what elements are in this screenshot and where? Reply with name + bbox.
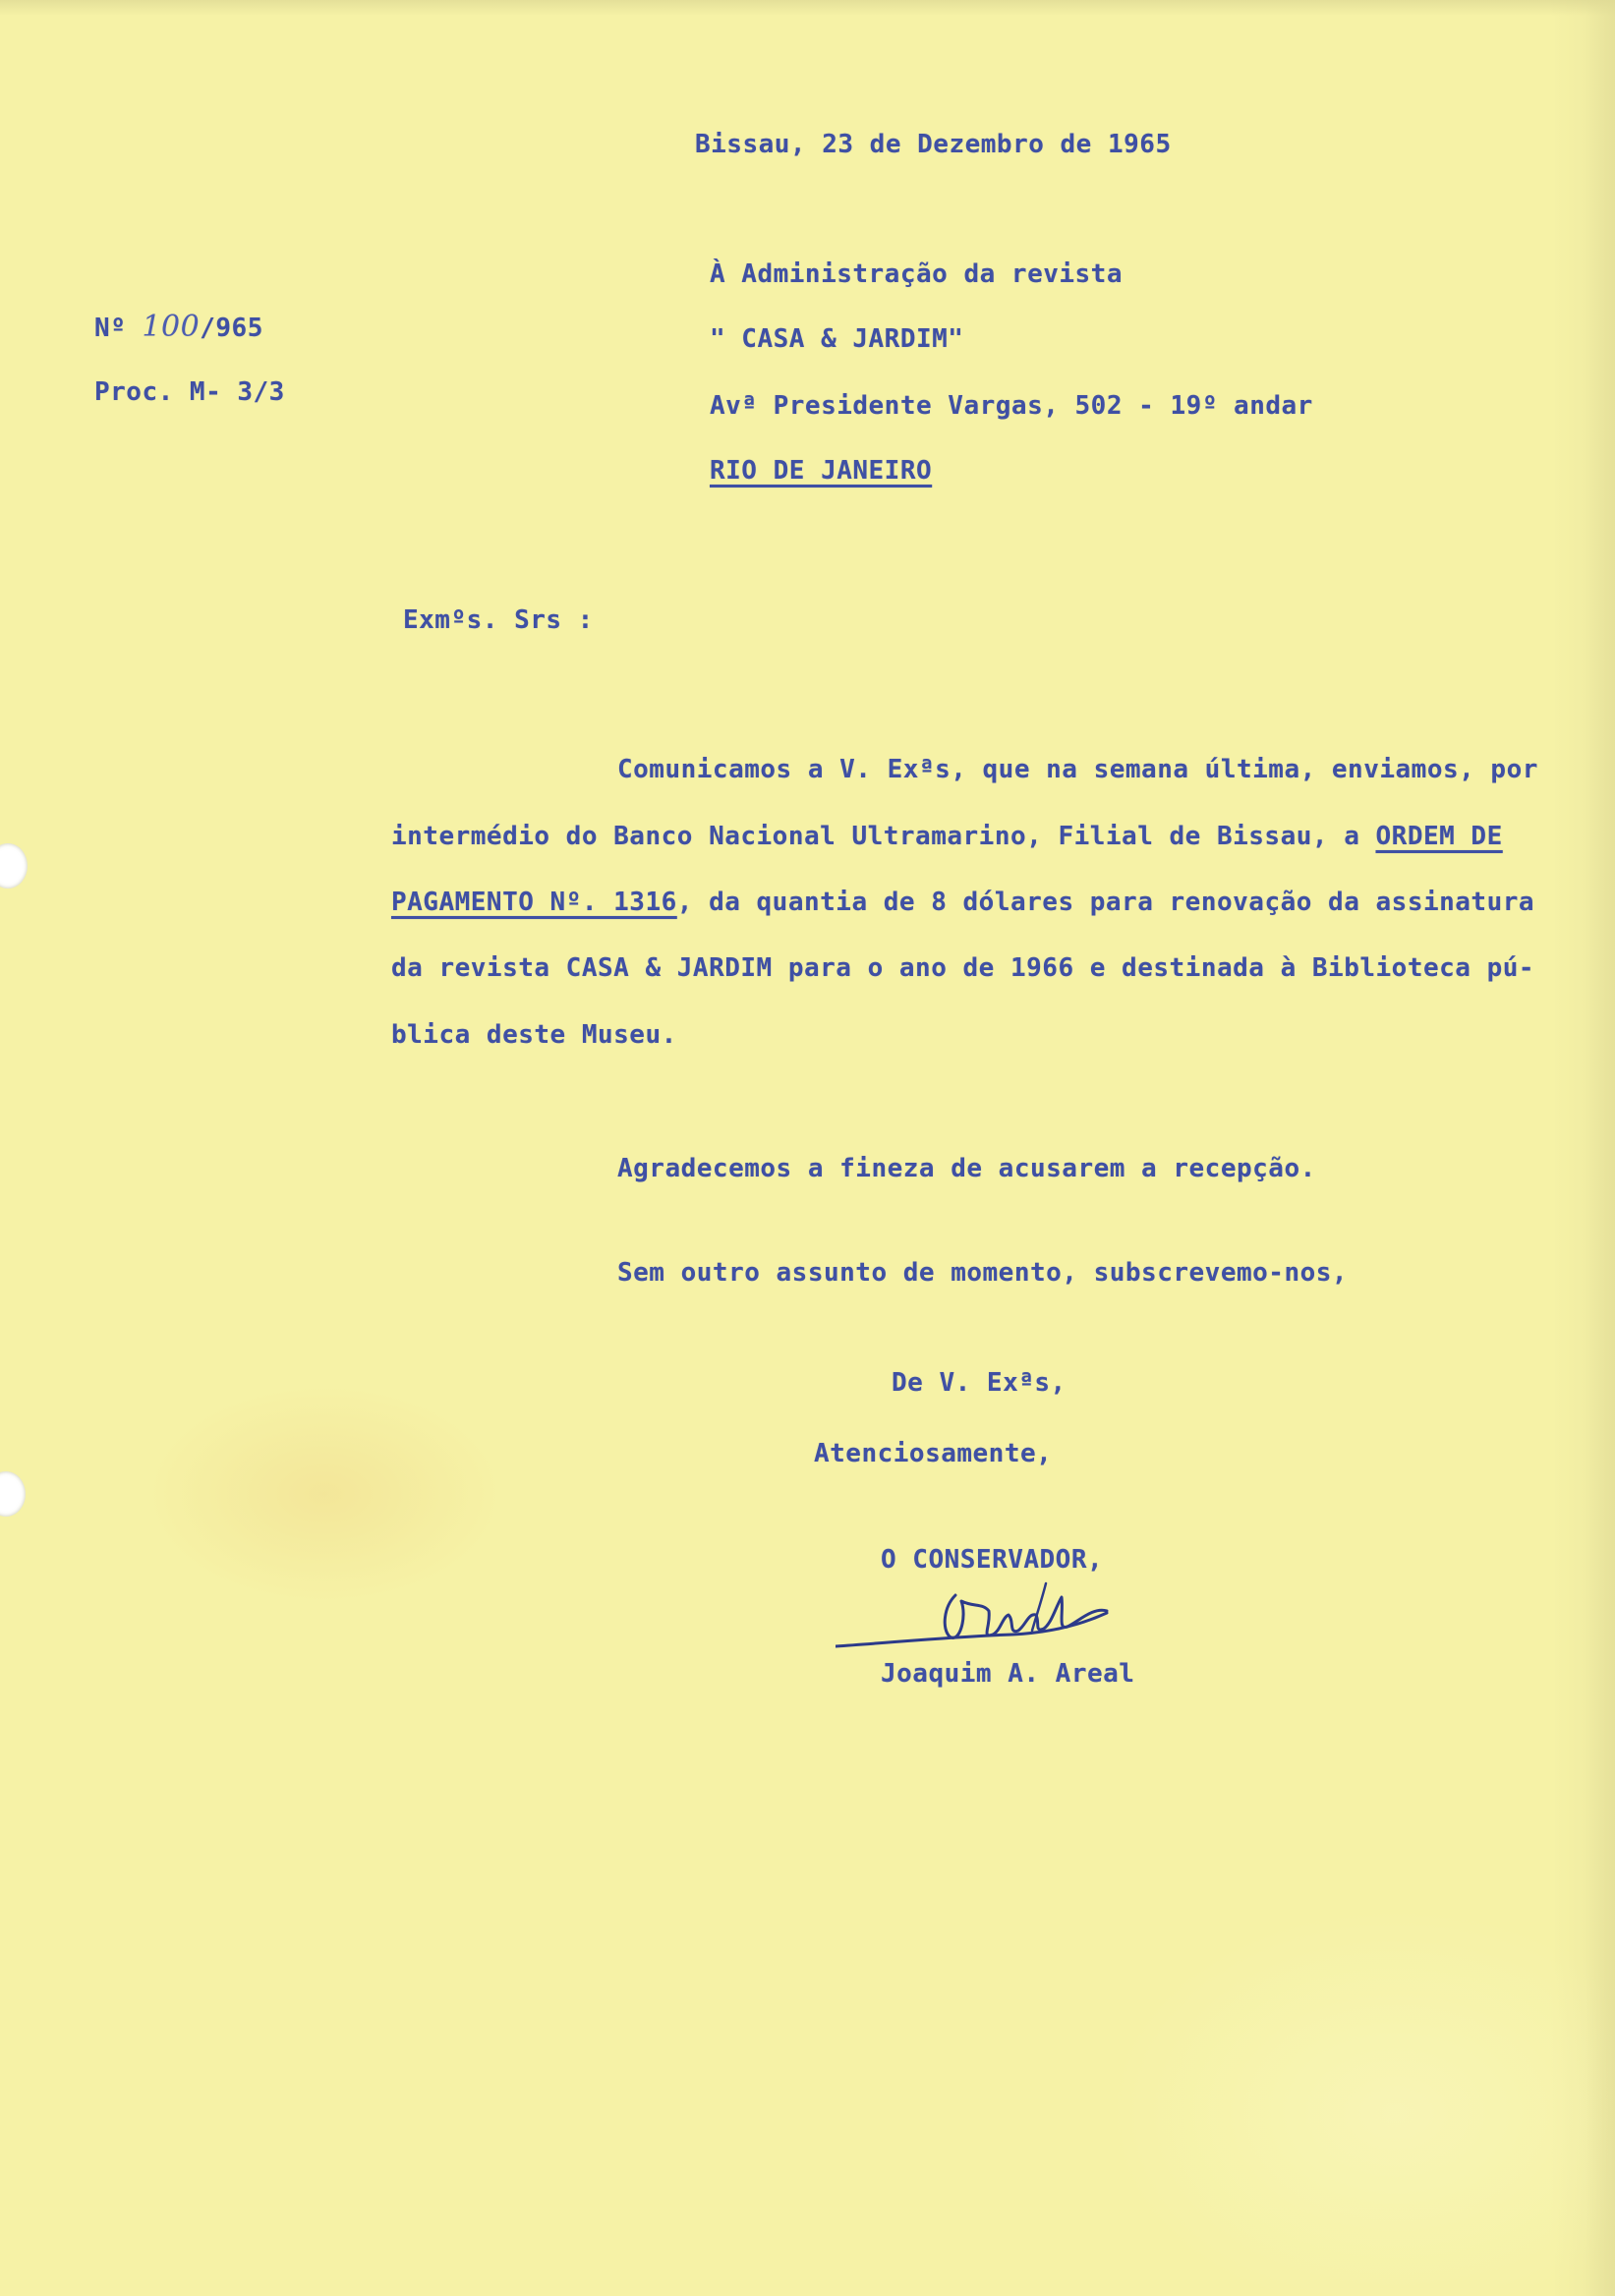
recipient-line-3: Avª Presidente Vargas, 502 - 19º andar <box>710 391 1313 421</box>
reference-number-suffix: /965 <box>200 314 263 343</box>
recipient-line-1: À Administração da revista <box>710 259 1123 289</box>
body-line-2-text: intermédio do Banco Nacional Ultramarino, Filial de Bissau, a <box>391 822 1376 851</box>
reference-number-handwritten: 100 <box>142 310 201 344</box>
handwritten-signature <box>836 1578 1130 1686</box>
process-number: Proc. M- 3/3 <box>94 377 285 407</box>
closing-line-2: De V. Exªs, <box>892 1368 1067 1398</box>
body-line-3-text: , da quantia de 8 dólares para renovação da assinatura <box>676 888 1535 917</box>
punch-hole-upper <box>0 843 28 889</box>
body-line-3 <box>391 890 1534 915</box>
recipient-city: RIO DE JANEIRO <box>710 456 933 486</box>
signatory-name: Joaquim A. Areal <box>881 1659 1135 1689</box>
closing-line-3: Atenciosamente, <box>814 1439 1053 1468</box>
body-line-1: Comunicamos a V. Exªs, que na semana última, enviamos, por <box>617 755 1538 784</box>
signatory-title: O CONSERVADOR, <box>881 1545 1104 1575</box>
thanks-line: Agradecemos a fineza de acusarem a recepção. <box>617 1154 1316 1183</box>
reference-number-prefix: Nº <box>94 314 143 343</box>
paper-top-edge <box>0 0 1615 16</box>
closing-line-1: Sem outro assunto de momento, subscrevemo-nos, <box>617 1258 1349 1288</box>
date-line: Bissau, 23 de Dezembro de 1965 <box>695 130 1172 159</box>
body-line-5: blica deste Museu. <box>391 1020 677 1050</box>
payment-order-label: ORDEM DE <box>1375 822 1503 851</box>
payment-order-number: PAGAMENTO Nº. 1316 <box>391 888 677 917</box>
paper-right-edge <box>1586 0 1615 2296</box>
reference-number <box>94 310 263 344</box>
punch-hole-lower <box>0 1471 26 1517</box>
body-line-4: da revista CASA & JARDIM para o ano de 1966 e destinada à Biblioteca pú- <box>391 953 1535 983</box>
salutation: Exmºs. Srs : <box>403 605 594 635</box>
body-line-2 <box>391 824 1503 849</box>
recipient-line-2: " CASA & JARDIM" <box>710 324 964 354</box>
